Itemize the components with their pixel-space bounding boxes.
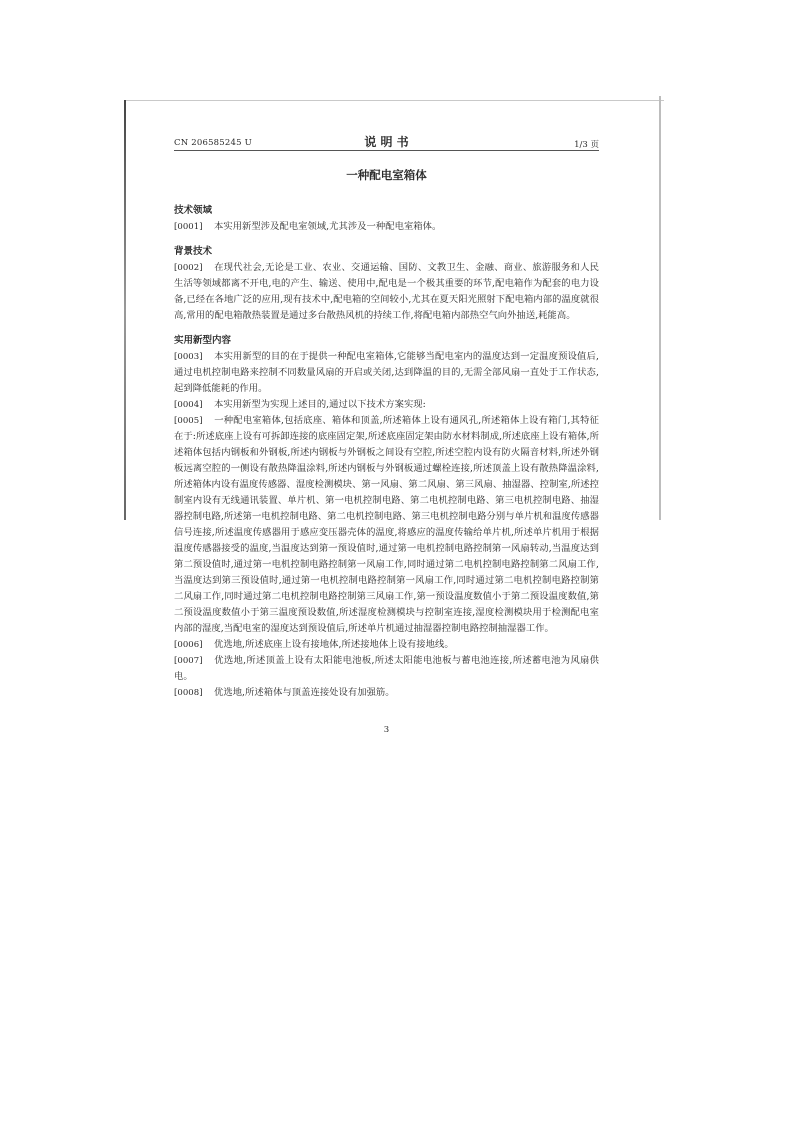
paragraph [174,637,599,653]
document-page [174,133,599,735]
paragraph-text: 优选地,所述顶盖上设有太阳能电池板,所述太阳能电池板与蓄电池连接,所述蓄电池为风扇供电。 [174,655,599,682]
doc-number: CN 206585245 U [174,138,252,148]
section-heading: 实用新型内容 [174,335,232,346]
paragraph-text: 在现代社会,无论是工业、农业、交通运输、国防、文教卫生、金融、商业、旅游服务和人民生活等领域都离不开电,电的产生、输送、使用中,配电是一个极其重要的环节,配电箱作为配套的电力设备,已经在各地广泛的应用,现有技术中,配电箱的空间较小,尤其在夏天阳光照射下配电箱内部的温度就很高,常用的配电箱散热装置是通过多台散热风机的持续工作,将配电箱内部热空气向外抽送,耗能高。 [174,262,599,321]
paragraph-number: [0005] [174,416,203,426]
paragraph-text: 本实用新型涉及配电室领域,尤其涉及一种配电室箱体。 [214,221,442,232]
paragraph [174,397,599,413]
paragraph-number: [0001] [174,222,203,232]
paragraph-number: [0003] [174,352,203,362]
paragraph-number: [0004] [174,400,203,410]
page-number: 3 [383,725,390,735]
document-title: 一种配电室箱体 [346,168,427,182]
paragraph [174,349,599,397]
paragraph-number: [0002] [174,263,203,273]
paragraph [174,260,599,324]
paragraph [174,219,599,235]
scan-edge-left [124,100,126,520]
paragraph-number: [0008] [174,688,203,698]
paragraph [174,413,599,637]
page-header [174,133,599,151]
sections [174,203,599,701]
section [174,203,599,235]
paragraph-text: 优选地,所述底座上设有接地体,所述接地体上设有接地线。 [214,639,454,650]
section-heading: 背景技术 [174,246,213,257]
section [174,244,599,324]
doc-type: 说 明 书 [364,135,409,149]
scan-edge-top [124,100,664,101]
paragraph [174,685,599,701]
page-of: 1/3 页 [574,140,599,150]
paragraph [174,653,599,685]
section-heading: 技术领域 [174,205,213,216]
section [174,333,599,701]
paragraph-text: 本实用新型的目的在于提供一种配电室箱体,它能够当配电室内的温度达到一定温度预设值后,通过电机控制电路来控制不同数量风扇的开启或关闭,达到降温的目的,无需全部风扇一直处于工作状态,起到降低能耗的作用。 [174,351,599,394]
paragraph-text: 一种配电室箱体,包括底座、箱体和顶盖,所述箱体上设有通风孔,所述箱体上设有箱门,其特征在于:所述底座上设有可拆卸连接的底座固定架,所述底座固定架由防水材料制成,所述底座上设有箱体,所述箱体包括内钢板和外钢板,所述内钢板与外钢板之间设有空腔,所述空腔内设有防火隔音材料,所述外钢板远离空腔的一侧设有散热降温涂料,所述内钢板与外钢板通过螺栓连接,所述顶盖上设有散热降温涂料,所述箱体内设有温度传感器、湿度检测模块、第一风扇、第二风扇、第三风扇、抽湿器、控制室,所述控制室内设有无线通讯装置、单片机、第一电机控制电路、第二电机控制电路、第三电机控制电路、抽湿器控制电路,所述第一电机控制电路、第二电机控制电路、第三电机控制电路分别与单片机和温度传感器信号连接,所述温度传感器用于感应变压器壳体的温度,将感应的温度传输给单片机,所述单片机用于根据温度传感器接受的温度,当温度达到第一预设值时,通过第一电机控制电路控制第一风扇转动,当温度达到第二预设值时,通过第一电机控制电路控制第一风扇工作,同时通过第二电机控制电路控制第二风扇工作,当温度达到第三预设值时,通过第一电机控制电路控制第一风扇工作,同时通过第二电机控制电路控制第二风扇工作,同时通过第二电机控制电路控制第三风扇工作,第一预设温度数值小于第二预设温度数值,第二预设温度数值小于第三温度预设数值,所述湿度检测模块与控制室连接,湿度检测模块用于检测配电室内部的湿度,当配电室的湿度达到预设值后,所述单片机通过抽湿器控制电路控制抽湿器工作。 [174,415,599,634]
paragraph-number: [0006] [174,640,203,650]
scan-edge-right [659,96,661,520]
paragraph-text: 优选地,所述箱体与顶盖连接处设有加强筋。 [214,687,395,698]
paragraph-text: 本实用新型为实现上述目的,通过以下技术方案实现: [214,399,426,410]
paragraph-number: [0007] [174,656,203,666]
